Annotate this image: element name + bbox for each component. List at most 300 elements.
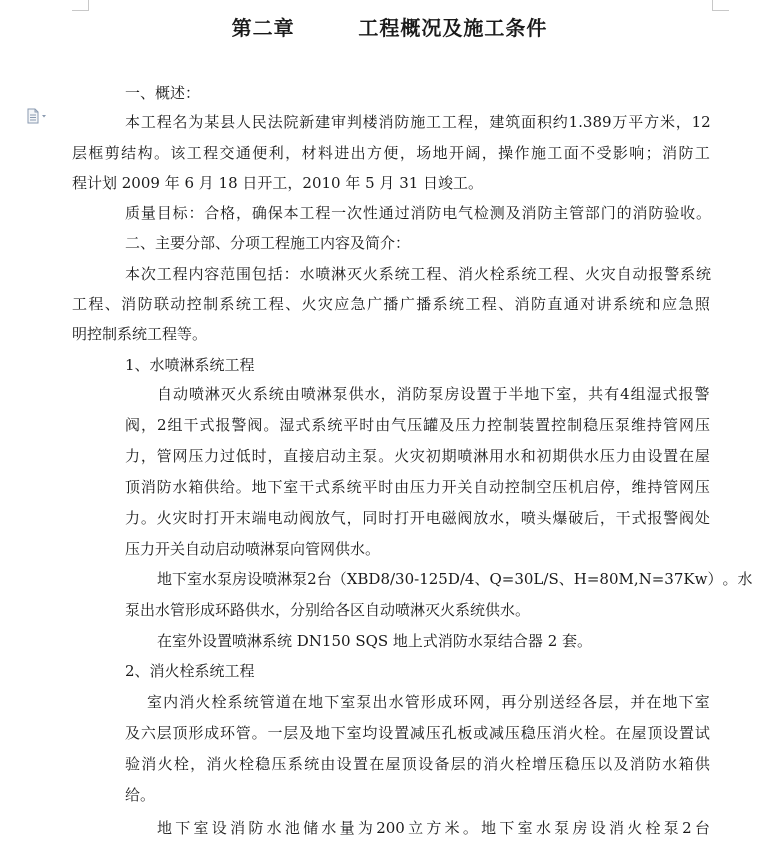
glyph: 设 — [460, 385, 476, 403]
glyph: 警 — [664, 265, 680, 283]
glyph: 统 — [304, 755, 320, 773]
glyph: 2 — [307, 570, 317, 588]
glyph: 质 — [125, 204, 141, 222]
glyph: 照 — [694, 295, 710, 313]
glyph: 2 — [156, 416, 167, 434]
glyph: 直 — [547, 295, 563, 313]
glyph: 用 — [489, 447, 505, 465]
glyph: 地 — [251, 478, 267, 496]
glyph: H=80M,N=37Kw — [573, 570, 708, 588]
glyph: 湿 — [646, 385, 662, 403]
glyph: 报 — [215, 416, 231, 434]
glyph: 火 — [301, 295, 317, 313]
glyph: 压 — [271, 755, 287, 773]
glyph: 构 — [137, 144, 153, 162]
glyph: ， — [614, 693, 630, 711]
glyph: 。 — [235, 478, 251, 496]
glyph: 管 — [663, 478, 679, 496]
glyph: 围 — [236, 265, 252, 283]
glyph: ： — [283, 265, 299, 283]
glyph: 200 — [376, 819, 405, 837]
glyph: 施 — [530, 144, 546, 162]
glyph: 水 — [504, 447, 520, 465]
glyph: 干 — [183, 416, 199, 434]
glyph: 阀 — [247, 416, 263, 434]
chapter-title: 第二章 工程概况及施工条件 — [231, 16, 548, 40]
glyph: 工 — [694, 144, 710, 162]
glyph: 门 — [600, 204, 616, 222]
glyph: ： — [188, 204, 204, 222]
glyph: 干 — [299, 478, 315, 496]
paragraph-line — [125, 508, 710, 528]
glyph: 下 — [175, 819, 191, 837]
glyph: 量 — [140, 204, 156, 222]
glyph: 力 — [471, 416, 487, 434]
glyph: 。 — [695, 204, 711, 222]
glyph: 火 — [473, 265, 489, 283]
glyph: 约 — [552, 113, 568, 131]
glyph: 阀 — [125, 416, 141, 434]
glyph: 程 — [315, 204, 331, 222]
glyph: 县 — [220, 113, 236, 131]
glyph: 同 — [362, 509, 378, 527]
glyph: 水 — [321, 819, 337, 837]
glyph: 地 — [308, 693, 324, 711]
glyph: 经 — [565, 693, 581, 711]
glyph: 栓 — [584, 724, 600, 742]
glyph: 水 — [489, 509, 505, 527]
glyph: 共 — [588, 385, 604, 403]
glyph: 消 — [378, 113, 394, 131]
glyph: 场 — [416, 144, 432, 162]
glyph: 防 — [156, 478, 172, 496]
glyph: 楼 — [362, 113, 378, 131]
glyph: 减 — [489, 724, 505, 742]
glyph: ， — [285, 144, 301, 162]
glyph: 启 — [584, 478, 600, 496]
glyph: 响 — [629, 144, 645, 162]
glyph: 法 — [267, 113, 283, 131]
paragraph-line: 明控制系统工程等。 — [72, 325, 208, 343]
glyph: 动 — [330, 447, 346, 465]
glyph: 新 — [299, 113, 315, 131]
glyph: 制 — [203, 295, 219, 313]
glyph: 地 — [524, 385, 540, 403]
glyph: 室 — [193, 819, 209, 837]
glyph: 的 — [466, 755, 482, 773]
glyph: 工 — [186, 144, 202, 162]
glyph: 头 — [536, 509, 552, 527]
glyph: 水 — [535, 819, 551, 837]
glyph: 及 — [613, 755, 629, 773]
glyph: 压 — [455, 416, 471, 434]
glyph: ， — [615, 478, 631, 496]
glyph: 力 — [204, 447, 220, 465]
glyph: 式 — [295, 416, 311, 434]
glyph: 火 — [362, 265, 378, 283]
glyph: 各 — [581, 693, 597, 711]
glyph: 面 — [563, 144, 579, 162]
glyph: 程 — [481, 295, 497, 313]
glyph: 测 — [489, 204, 505, 222]
glyph: 末 — [235, 509, 251, 527]
glyph: 泵 — [428, 385, 444, 403]
glyph: 栓 — [238, 755, 254, 773]
glyph: 磁 — [441, 509, 457, 527]
glyph: 消 — [206, 755, 222, 773]
paragraph-line — [147, 692, 710, 712]
glyph: 组 — [167, 416, 183, 434]
glyph: 水 — [662, 755, 678, 773]
glyph: 及 — [125, 724, 141, 742]
glyph: 由 — [320, 755, 336, 773]
glyph: 下 — [267, 478, 283, 496]
paste-options-icon[interactable] — [26, 108, 50, 124]
glyph: 机 — [568, 478, 584, 496]
glyph: 阔 — [465, 144, 481, 162]
glyph: 设 — [247, 570, 263, 588]
glyph: 维 — [631, 478, 647, 496]
glyph: 组 — [630, 385, 646, 403]
glyph: 便 — [383, 144, 399, 162]
glyph: 灭 — [347, 265, 363, 283]
glyph: 警 — [231, 416, 247, 434]
glyph: ； — [645, 144, 661, 162]
glyph: 剪 — [104, 144, 120, 162]
glyph: 压 — [552, 478, 568, 496]
glyph: 积 — [536, 113, 552, 131]
glyph: 台 — [316, 570, 332, 588]
glyph: 判 — [346, 113, 362, 131]
glyph: 报 — [647, 509, 663, 527]
paragraph-line: 程计划 2009 年 6 月 18 日开工，2010 年 5 月 31 日竣工。 — [72, 174, 484, 192]
glyph: 工 — [426, 113, 442, 131]
glyph: 箱 — [678, 755, 694, 773]
glyph: 防 — [412, 385, 428, 403]
glyph: 置 — [535, 416, 551, 434]
glyph: 淋 — [331, 265, 347, 283]
glyph: 时 — [378, 509, 394, 527]
glyph: 防 — [137, 295, 153, 313]
glyph: 消 — [410, 204, 426, 222]
glyph: 2 — [682, 819, 692, 837]
glyph: 消 — [552, 724, 568, 742]
glyph: 制 — [567, 416, 583, 434]
glyph: 为 — [188, 113, 204, 131]
glyph: 立 — [408, 819, 424, 837]
glyph: 工 — [140, 113, 156, 131]
glyph: 的 — [616, 204, 632, 222]
glyph: 电 — [442, 204, 458, 222]
glyph: ， — [267, 447, 283, 465]
glyph: 系 — [505, 265, 521, 283]
glyph: 系 — [680, 265, 696, 283]
glyph: 管 — [404, 693, 420, 711]
glyph: 自 — [616, 265, 632, 283]
glyph: 喷 — [457, 447, 473, 465]
glyph: 程 — [457, 113, 473, 131]
glyph: 层 — [283, 724, 299, 742]
glyph: 火 — [568, 724, 584, 742]
glyph: 式 — [662, 385, 678, 403]
glyph: 火 — [394, 447, 410, 465]
glyph: 或 — [473, 724, 489, 742]
glyph: 、 — [104, 295, 120, 313]
glyph: 喷 — [262, 570, 278, 588]
paragraph-line: 泵出水管形成环路供水，分别给各区自动喷淋灭火系统供水。 — [125, 601, 531, 619]
glyph: 院 — [283, 113, 299, 131]
glyph: 、 — [498, 295, 514, 313]
glyph: 火 — [499, 755, 515, 773]
glyph: 动 — [632, 265, 648, 283]
glyph: 统 — [394, 265, 410, 283]
glyph: 和 — [645, 295, 661, 313]
glyph: 台 — [694, 819, 710, 837]
glyph: 范 — [220, 265, 236, 283]
paragraph-line — [157, 569, 753, 589]
glyph: 不 — [580, 144, 596, 162]
glyph: 主 — [346, 447, 362, 465]
glyph: 统 — [235, 295, 251, 313]
glyph: 防 — [394, 113, 410, 131]
glyph: 。 — [140, 509, 156, 527]
glyph: 人 — [235, 113, 251, 131]
glyph: 装 — [519, 416, 535, 434]
paragraph-line — [125, 203, 711, 223]
section-heading: 二、主要分部、分项工程施工内容及简介： — [125, 234, 411, 252]
glyph: 工 — [465, 295, 481, 313]
glyph: 工 — [410, 265, 426, 283]
paragraph-line — [157, 818, 710, 838]
glyph: 审 — [330, 113, 346, 131]
glyph: 力 — [425, 478, 441, 496]
glyph: XBD8/30-125D/4 — [346, 570, 475, 588]
glyph: 下 — [172, 570, 188, 588]
glyph: 初 — [536, 447, 552, 465]
glyph: 处 — [694, 509, 710, 527]
glyph: 储 — [303, 819, 319, 837]
glyph: 在 — [369, 755, 385, 773]
glyph: 统 — [629, 295, 645, 313]
glyph: 箱 — [188, 478, 204, 496]
glyph: 系 — [219, 295, 235, 313]
glyph: 广 — [367, 295, 383, 313]
glyph: 警 — [694, 385, 710, 403]
glyph: 12 — [691, 113, 711, 131]
glyph: 。 — [153, 144, 169, 162]
glyph: 水 — [388, 693, 404, 711]
glyph: 消 — [521, 204, 537, 222]
glyph: 火 — [195, 693, 211, 711]
glyph: 通 — [235, 144, 251, 162]
glyph: 再 — [501, 693, 517, 711]
page-corner-mark-top-left — [72, 0, 89, 11]
glyph: 过 — [394, 204, 410, 222]
glyph: 在 — [291, 693, 307, 711]
glyph: ， — [140, 447, 156, 465]
glyph: ， — [599, 509, 615, 527]
glyph: 低 — [235, 447, 251, 465]
glyph: ， — [140, 416, 156, 434]
glyph: 供 — [568, 447, 584, 465]
glyph: 力 — [125, 447, 141, 465]
glyph: 阀 — [299, 509, 315, 527]
glyph: 室 — [346, 724, 362, 742]
glyph: 设 — [378, 724, 394, 742]
glyph: 通 — [563, 295, 579, 313]
paragraph-line — [72, 143, 710, 163]
paragraph-line — [125, 446, 710, 466]
glyph: 警 — [663, 509, 679, 527]
glyph: 地 — [432, 144, 448, 162]
glyph: 空 — [536, 478, 552, 496]
glyph: ， — [675, 113, 691, 131]
paragraph-line — [72, 294, 710, 314]
glyph: 由 — [284, 385, 300, 403]
glyph: 动 — [489, 478, 505, 496]
glyph: 主 — [553, 204, 569, 222]
glyph: 急 — [678, 295, 694, 313]
glyph: 房 — [444, 385, 460, 403]
glyph: （ — [331, 570, 347, 588]
glyph: 防 — [646, 755, 662, 773]
glyph: 力 — [615, 447, 631, 465]
glyph: 制 — [520, 478, 536, 496]
glyph: 均 — [362, 724, 378, 742]
glyph: 格 — [220, 204, 236, 222]
glyph: 出 — [372, 693, 388, 711]
glyph: 统 — [243, 693, 259, 711]
glyph: 稳 — [520, 724, 536, 742]
glyph: 形 — [420, 693, 436, 711]
glyph: 平 — [343, 416, 359, 434]
glyph: ） — [707, 570, 723, 588]
glyph: 室 — [147, 693, 163, 711]
glyph: 关 — [457, 478, 473, 496]
glyph: 名 — [172, 113, 188, 131]
glyph: 由 — [375, 416, 391, 434]
glyph: 成 — [204, 724, 220, 742]
glyph: 便 — [252, 144, 268, 162]
glyph: 时 — [359, 416, 375, 434]
glyph: 建 — [489, 113, 505, 131]
glyph: 减 — [409, 724, 425, 742]
glyph: 目 — [156, 204, 172, 222]
glyph: 检 — [473, 204, 489, 222]
glyph: 防 — [678, 144, 694, 162]
glyph: 灾 — [600, 265, 616, 283]
glyph: 制 — [503, 416, 519, 434]
glyph: 打 — [204, 509, 220, 527]
glyph: 工 — [252, 295, 268, 313]
glyph: 管 — [235, 724, 251, 742]
glyph: 验 — [125, 755, 141, 773]
paragraph-line — [125, 264, 711, 284]
glyph: 泵 — [356, 693, 372, 711]
glyph: 。 — [722, 570, 738, 588]
glyph: 利 — [268, 144, 284, 162]
glyph: 半 — [508, 385, 524, 403]
glyph: 地 — [481, 819, 497, 837]
glyph: 罐 — [423, 416, 439, 434]
glyph: 消 — [609, 819, 625, 837]
glyph: 方 — [426, 819, 442, 837]
glyph: 播 — [416, 295, 432, 313]
glyph: 影 — [612, 144, 628, 162]
glyph: 压 — [409, 478, 425, 496]
glyph: 电 — [267, 509, 283, 527]
glyph: 交 — [219, 144, 235, 162]
glyph: 内 — [163, 693, 179, 711]
glyph: 气 — [391, 416, 407, 434]
glyph: 压 — [599, 416, 615, 434]
glyph: 端 — [251, 509, 267, 527]
glyph: 。 — [251, 724, 267, 742]
glyph: 房 — [572, 819, 588, 837]
glyph: 本 — [125, 265, 141, 283]
glyph: ， — [572, 385, 588, 403]
glyph: 量 — [339, 819, 355, 837]
glyph: 时 — [251, 447, 267, 465]
glyph: 施 — [410, 113, 426, 131]
glyph: ， — [380, 385, 396, 403]
glyph: 系 — [612, 295, 628, 313]
glyph: 形 — [188, 724, 204, 742]
glyph: 层 — [156, 724, 172, 742]
glyph: 消 — [458, 265, 474, 283]
glyph: 开 — [441, 478, 457, 496]
glyph: 火 — [627, 819, 643, 837]
glyph: 顶 — [401, 755, 417, 773]
glyph: 控 — [186, 295, 202, 313]
glyph: 直 — [283, 447, 299, 465]
glyph: 喷 — [315, 265, 331, 283]
glyph: 室 — [187, 570, 203, 588]
glyph: 水 — [737, 570, 753, 588]
glyph: 置 — [663, 447, 679, 465]
glyph: 维 — [631, 416, 647, 434]
glyph: 爆 — [552, 509, 568, 527]
glyph: 消 — [396, 385, 412, 403]
glyph: 水 — [364, 385, 380, 403]
glyph: 火 — [236, 385, 252, 403]
glyph: 屋 — [385, 755, 401, 773]
glyph: 动 — [172, 385, 188, 403]
glyph: 地 — [314, 724, 330, 742]
glyph: 系 — [287, 755, 303, 773]
glyph: 内 — [188, 265, 204, 283]
glyph: 稳 — [583, 416, 599, 434]
glyph: 初 — [425, 447, 441, 465]
glyph: 环 — [453, 693, 469, 711]
glyph: 管 — [569, 204, 585, 222]
glyph: 管 — [663, 416, 679, 434]
glyph: 有 — [604, 385, 620, 403]
glyph: 淋 — [316, 385, 332, 403]
glyph: 开 — [448, 144, 464, 162]
glyph: 次 — [347, 204, 363, 222]
glyph: 层 — [450, 755, 466, 773]
glyph: 稳 — [255, 755, 271, 773]
glyph: 在 — [678, 447, 694, 465]
glyph: 。 — [378, 447, 394, 465]
glyph: 破 — [568, 509, 584, 527]
glyph: 米 — [659, 113, 675, 131]
glyph: 置 — [394, 724, 410, 742]
glyph: 系 — [330, 478, 346, 496]
glyph: 放 — [473, 509, 489, 527]
glyph: 栓 — [489, 265, 505, 283]
